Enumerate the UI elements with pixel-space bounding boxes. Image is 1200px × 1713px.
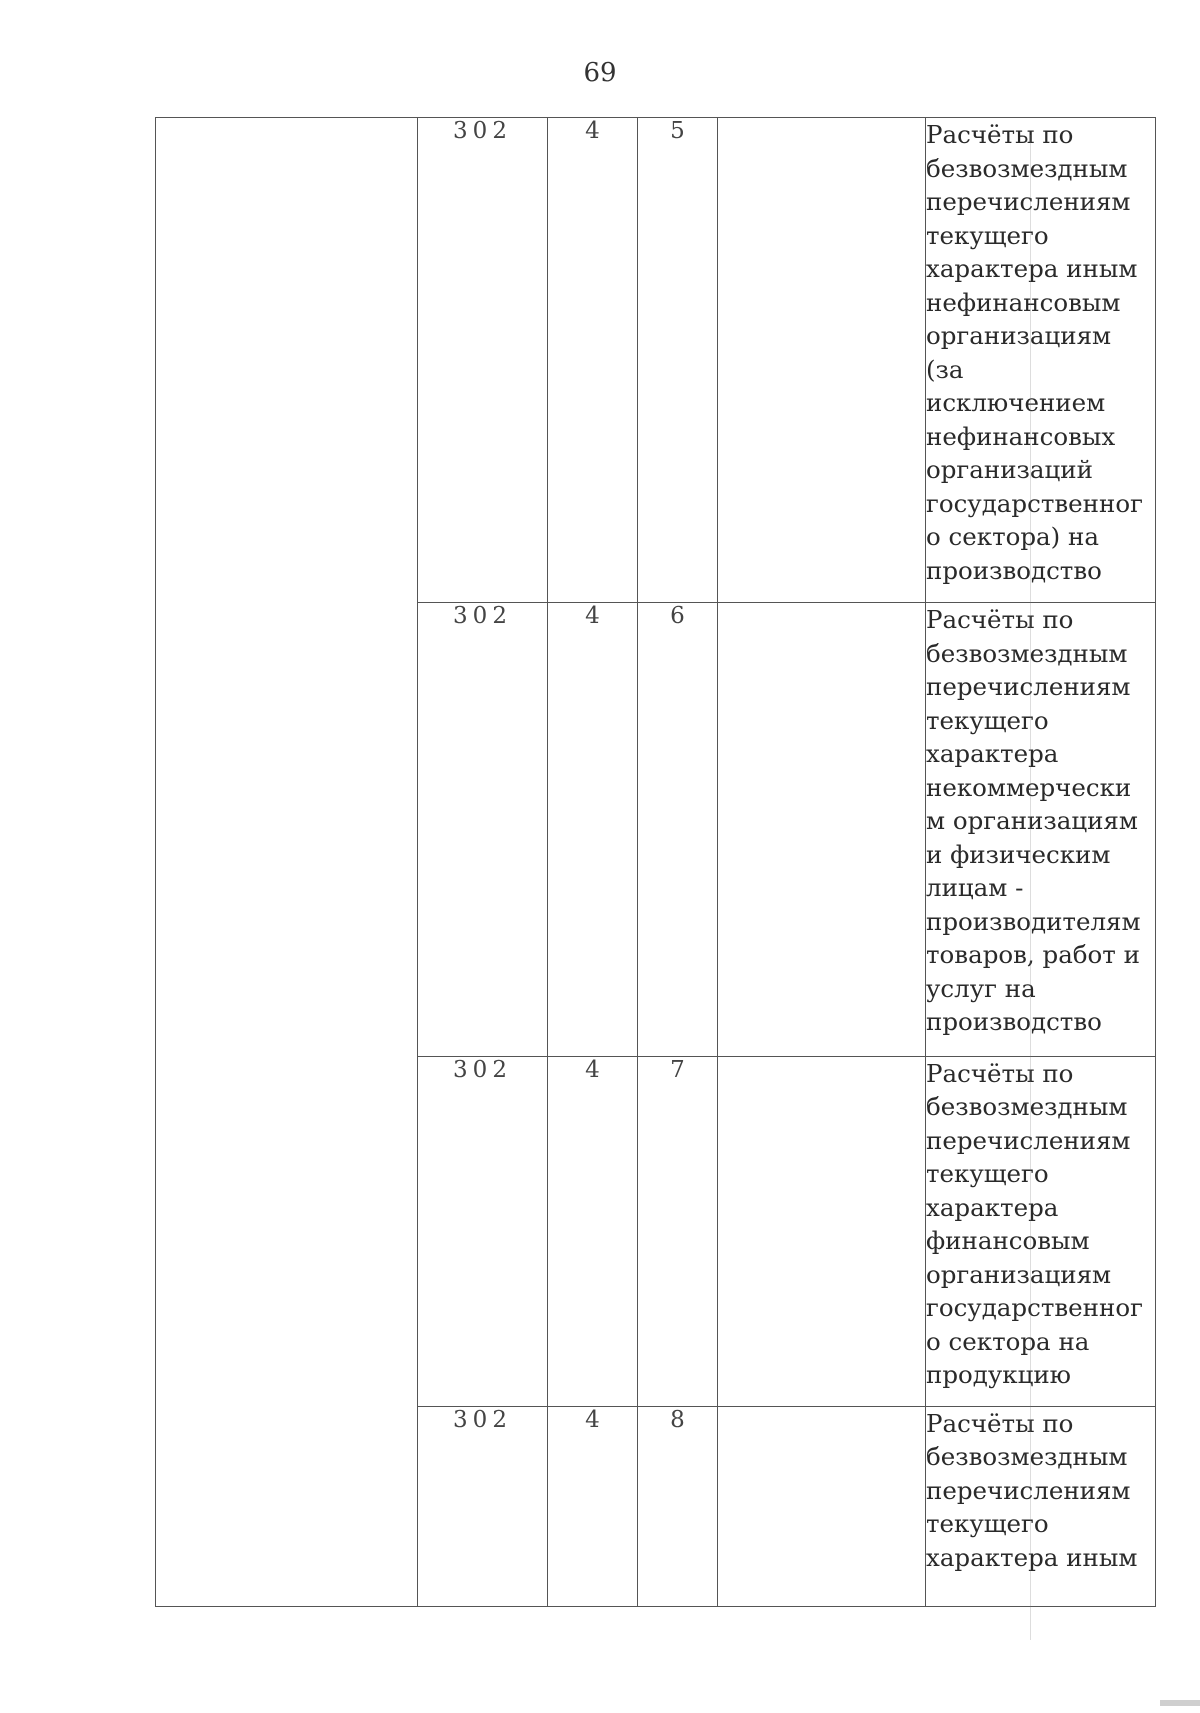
- scan-corner-mark: [1160, 1700, 1200, 1706]
- item-cell: 6: [638, 603, 718, 1056]
- group-cell: 4: [548, 603, 638, 1056]
- item-cell: 7: [638, 1056, 718, 1406]
- group-cell: 4: [548, 1406, 638, 1606]
- empty-account-cell: [156, 118, 418, 1607]
- table-row: [156, 118, 1156, 603]
- description-cell: Расчёты по безвозмездным перечислениям текущего характера финансовым организациям государственног о сектора на продукцию: [926, 1056, 1156, 1406]
- note-cell: [718, 118, 926, 603]
- account-code-cell: 302: [418, 118, 548, 603]
- item-cell: 5: [638, 118, 718, 603]
- item-cell: 8: [638, 1406, 718, 1606]
- description-cell: Расчёты по безвозмездным перечислениям текущего характера некоммерчески м организациям и физическим лицам - производителям товаров, работ и услуг на производство: [926, 603, 1156, 1056]
- account-code-cell: 302: [418, 1056, 548, 1406]
- note-cell: [718, 603, 926, 1056]
- description-cell: Расчёты по безвозмездным перечислениям текущего характера иным нефинансовым организациям (за исключением нефинансовых организаций государственног о сектора) на производство: [926, 118, 1156, 603]
- account-code-cell: 302: [418, 603, 548, 1056]
- note-cell: [718, 1406, 926, 1606]
- account-code-cell: 302: [418, 1406, 548, 1606]
- scan-fold-line: [1030, 135, 1031, 1640]
- page-number: 69: [583, 58, 617, 88]
- note-cell: [718, 1056, 926, 1406]
- group-cell: 4: [548, 118, 638, 603]
- group-cell: 4: [548, 1056, 638, 1406]
- accounts-table: [155, 117, 1156, 1607]
- description-cell: Расчёты по безвозмездным перечислениям текущего характера иным: [926, 1406, 1156, 1606]
